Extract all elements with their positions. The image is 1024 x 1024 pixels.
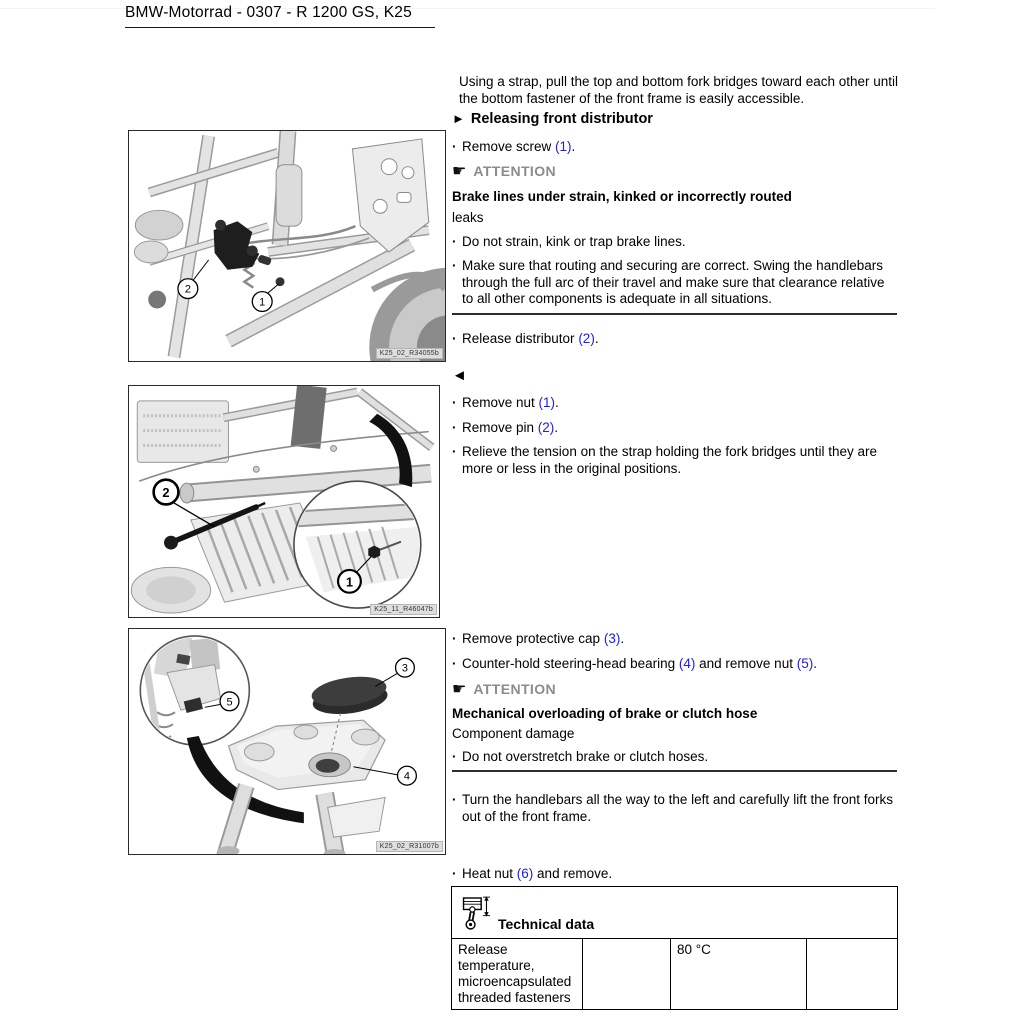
back-arrow-icon: ◄ [452,367,467,384]
attention-1-bullet-2: · Make sure that routing and securing are correct. Swing the handlebars through the full arc of their travel and make sure that clearance relative to all other components is adequate in all situations. [452,258,885,306]
bullet-icon: · [452,139,457,154]
magnifier-detail [294,481,429,608]
step-remove-screw: · Remove screw (1). [452,139,576,154]
protective-cap [310,672,390,718]
table-header [452,887,897,938]
svg-text:4: 4 [403,770,410,783]
figure-fork-bridge [128,628,446,855]
svg-text:2: 2 [162,485,170,501]
attention-2-subtitle: Component damage [452,726,575,741]
step-remove-nut: · Remove nut (1). [452,395,559,410]
technical-data-table [451,886,898,1010]
table-cell-empty [583,939,671,1009]
attention-2-end-rule [452,770,897,772]
table-title: Technical data [498,916,595,932]
figure-nut-pin [128,385,440,618]
svg-text:1: 1 [345,574,354,590]
bullet-icon: · [452,395,457,410]
attention-2-title: Mechanical overloading of brake or clutch hose [452,706,758,721]
title-underline [125,27,435,28]
svg-text:1: 1 [259,296,266,309]
frame-illustration [129,131,445,361]
bullet-icon: · [452,631,457,646]
fork-bridge-illustration [129,629,445,854]
figure-caption: K25_02_R34055b [376,348,443,359]
figure-front-distributor [128,130,446,362]
bullet-icon: · [452,866,457,881]
section-heading: ► Releasing front distributor [452,111,653,127]
step-heat-nut: · Heat nut (6) and remove. [452,866,613,881]
attention-1-bullet-1: · Do not strain, kink or trap brake lines. [452,234,686,249]
bullet-icon: · [452,792,457,807]
figure-caption: K25_02_R31007b [376,841,443,852]
oil-cooler [137,401,228,462]
pointing-hand-icon: ☛ [452,163,467,180]
step-remove-cap: · Remove protective cap (3). [452,631,625,646]
svg-text:2: 2 [184,283,191,296]
table-cell-empty [807,939,897,1009]
intro-paragraph: Using a strap, pull the top and bottom fork bridges toward each other until the bottom fastener of the front frame is easily accessible. [459,74,899,106]
bullet-icon: · [452,234,457,249]
part-ref-link[interactable]: (3) [603,631,621,646]
dark-intake [291,386,327,449]
attention-1-subtitle: leaks [452,210,484,225]
part-ref-link[interactable]: (5) [796,656,814,671]
step-counter-hold: · Counter-hold steering-head bearing (4) and remove nut (5). [452,656,817,671]
fork-bridge-plate [229,720,386,789]
forward-arrow-icon: ► [452,111,465,126]
attention-1-title: Brake lines under strain, kinked or incorrectly routed [452,189,792,204]
part-ref-link[interactable]: (6) [516,866,534,881]
bullet-icon: · [452,749,457,764]
engine-illustration [129,386,439,617]
document-title: BMW-Motorrad - 0307 - R 1200 GS, K25 [125,4,412,21]
piston-icon [460,894,490,932]
attention-header-1: ☛ ATTENTION [452,163,557,180]
part-ref-link[interactable]: (4) [678,656,696,671]
part-ref-link[interactable]: (2) [578,331,595,346]
step-remove-pin: · Remove pin (2). [452,420,559,435]
bullet-icon: · [452,420,457,435]
figure-caption: K25_11_R46047b [370,604,437,615]
attention-1-end-rule [452,313,897,315]
step-relieve-tension: · Relieve the tension on the strap holding the fork bridges until they are more or less in the original positions. [452,444,878,476]
pointing-hand-icon: ☛ [452,681,467,698]
table-cell-value: 80 °C [671,939,807,1009]
bullet-icon: · [452,444,457,459]
bullet-icon: · [452,258,457,273]
part-ref-link[interactable]: (1) [555,139,572,154]
svg-text:3: 3 [401,662,408,675]
attention-2-bullet-1: · Do not overstretch brake or clutch hoses. [452,749,709,764]
shock-absorber [276,165,302,226]
bracket-plate [328,798,385,838]
step-turn-handlebars: · Turn the handlebars all the way to the left and carefully lift the front forks out of the front frame. [452,792,893,824]
part-ref-link[interactable]: (1) [538,395,556,410]
callout-1 [252,284,279,312]
bullet-icon: · [452,656,457,671]
part-ref-link[interactable]: (2) [537,420,555,435]
svg-text:5: 5 [226,696,233,709]
steering-nut [316,759,340,773]
bullet-icon: · [452,331,457,346]
table-row [452,938,897,1009]
magnifier-detail [140,633,249,751]
fork-legs [218,786,346,854]
attention-header-2: ☛ ATTENTION [452,681,557,698]
table-cell-label: Release temperature, microencapsulated threaded fasteners [452,939,583,1009]
step-release-distributor: · Release distributor (2). [452,331,599,346]
